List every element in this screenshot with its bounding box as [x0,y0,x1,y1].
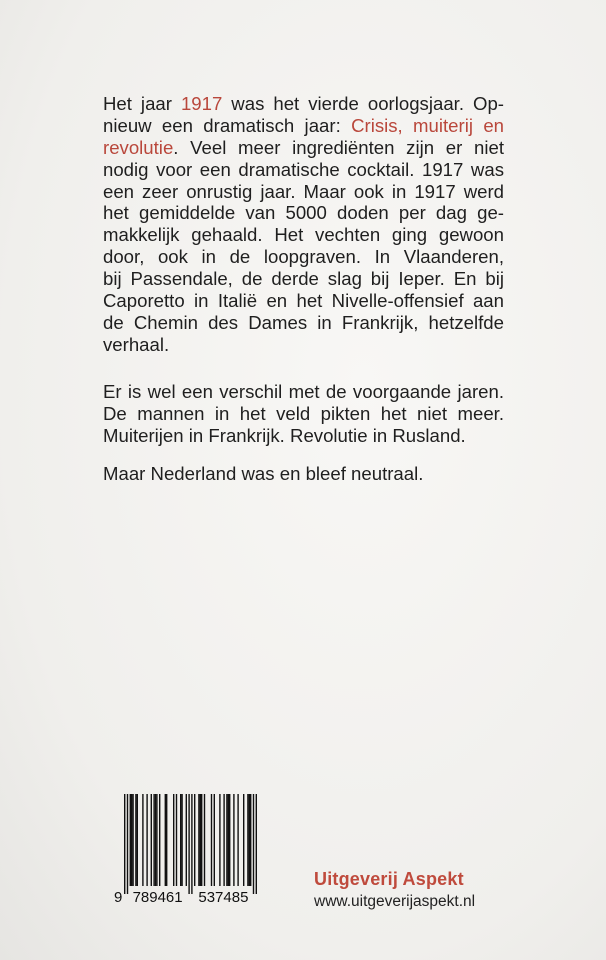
barcode-bar [211,794,212,886]
text-segment: . Veel meer ingrediënten zijn er niet [173,136,504,158]
barcode-bar [243,794,244,886]
barcode-bar [237,794,238,886]
barcode-bar [188,794,189,894]
text-segment: door, ook in de loopgraven. In Vlaanderen, [103,246,504,268]
blurb-paragraph-2 [103,381,504,447]
barcode-digits: 789461 [132,889,183,906]
barcode-bar [247,794,248,886]
barcode-bar [223,794,224,886]
barcode-bar [159,794,160,886]
barcode-bar [198,794,199,886]
text-segment: Het jaar [103,93,181,114]
barcode-bar [186,794,187,886]
blurb-line [103,159,504,181]
barcode-bar [124,794,125,894]
barcode-bar [256,794,257,894]
barcode-bar [127,794,128,894]
barcode-bar [180,794,181,886]
barcode-digits: 9 [114,889,123,906]
barcode-bar [228,794,229,886]
blurb-line: Muiterijen in Frankrijk. Revolutie in Rusland. [103,424,466,446]
barcode-bar [201,794,202,886]
barcode-bar [226,794,227,886]
blurb-line [103,246,504,268]
publisher-url: www.uitgeverijaspekt.nl [314,893,476,910]
blurb-line [103,202,504,224]
barcode-bar [250,794,251,886]
barcode-bar [176,794,177,886]
barcode-bar [233,794,234,886]
barcode-bar [229,794,230,886]
blurb-line: De mannen in het veld pikten het niet meer. [103,402,504,424]
barcode-digits: 537485 [198,889,249,906]
blurb-line [103,268,504,290]
barcode-bar [135,794,136,886]
text-segment: verhaal. [103,333,170,355]
blurb-line [103,224,504,246]
text-segment: nodig voor een dramatische cocktail. 1917 was [103,158,504,180]
barcode-bar [249,794,250,886]
text-segment: was het vierde oorlogsjaar. Op- [222,93,504,114]
barcode-bar [173,794,174,886]
blurb-line: Maar Nederland was en bleef neutraal. [103,463,424,484]
blurb-paragraph-3 [103,463,504,485]
text-segment: het gemiddelde van 5000 doden per dag ge- [103,202,504,224]
blurb-line: Er is wel een verschil met de voorgaande jaren. [103,381,504,402]
barcode-bar [191,794,192,894]
blurb-line [103,181,504,203]
barcode-bar [204,794,205,886]
text-segment: makkelijk gehaald. Het vechten ging gewoon [103,224,504,246]
barcode-bar [214,794,215,886]
text-segment: Caporetto in Italië en het Nivelle-offensief aan [103,290,504,312]
barcode-bar [151,794,152,886]
text-segment: nieuw een dramatisch jaar: [103,114,352,136]
barcode-bar [142,794,143,886]
text-segment: een zeer onrustig jaar. Maar ook in 1917 werd [103,180,504,202]
barcode-bar [132,794,133,886]
barcode-bar [165,794,166,886]
barcode-bar [166,794,167,886]
barcode-bar [194,794,195,886]
publisher-name: Uitgeverij Aspekt [314,869,464,889]
blurb-line [103,137,504,159]
barcode-bar [146,794,147,886]
blurb-line [103,115,504,137]
barcode-bar [253,794,254,894]
text-segment: de Chemin des Dames in Frankrijk, hetzelfde [103,311,504,333]
barcode-bar [137,794,138,886]
barcode-bar [219,794,220,886]
blurb-line [103,334,504,356]
barcode-bar [181,794,182,886]
barcode-bar [153,794,154,886]
isbn-barcode [112,792,258,912]
blurb-line [103,312,504,334]
highlighted-text: 1917 [180,93,223,114]
barcode-bar [156,794,157,886]
highlighted-text: Crisis, muiterij en [351,114,505,136]
highlighted-text: revolutie [103,136,174,158]
barcode-bar [131,794,132,886]
text-segment: bij Passendale, de derde slag bij Ieper. En bij [103,268,504,290]
blurb-line [103,290,504,312]
barcode-bar [130,794,131,886]
blurb-line [103,93,504,115]
blurb-paragraph-1 [103,93,504,356]
barcode-bar [155,794,156,886]
barcode-bar [200,794,201,886]
